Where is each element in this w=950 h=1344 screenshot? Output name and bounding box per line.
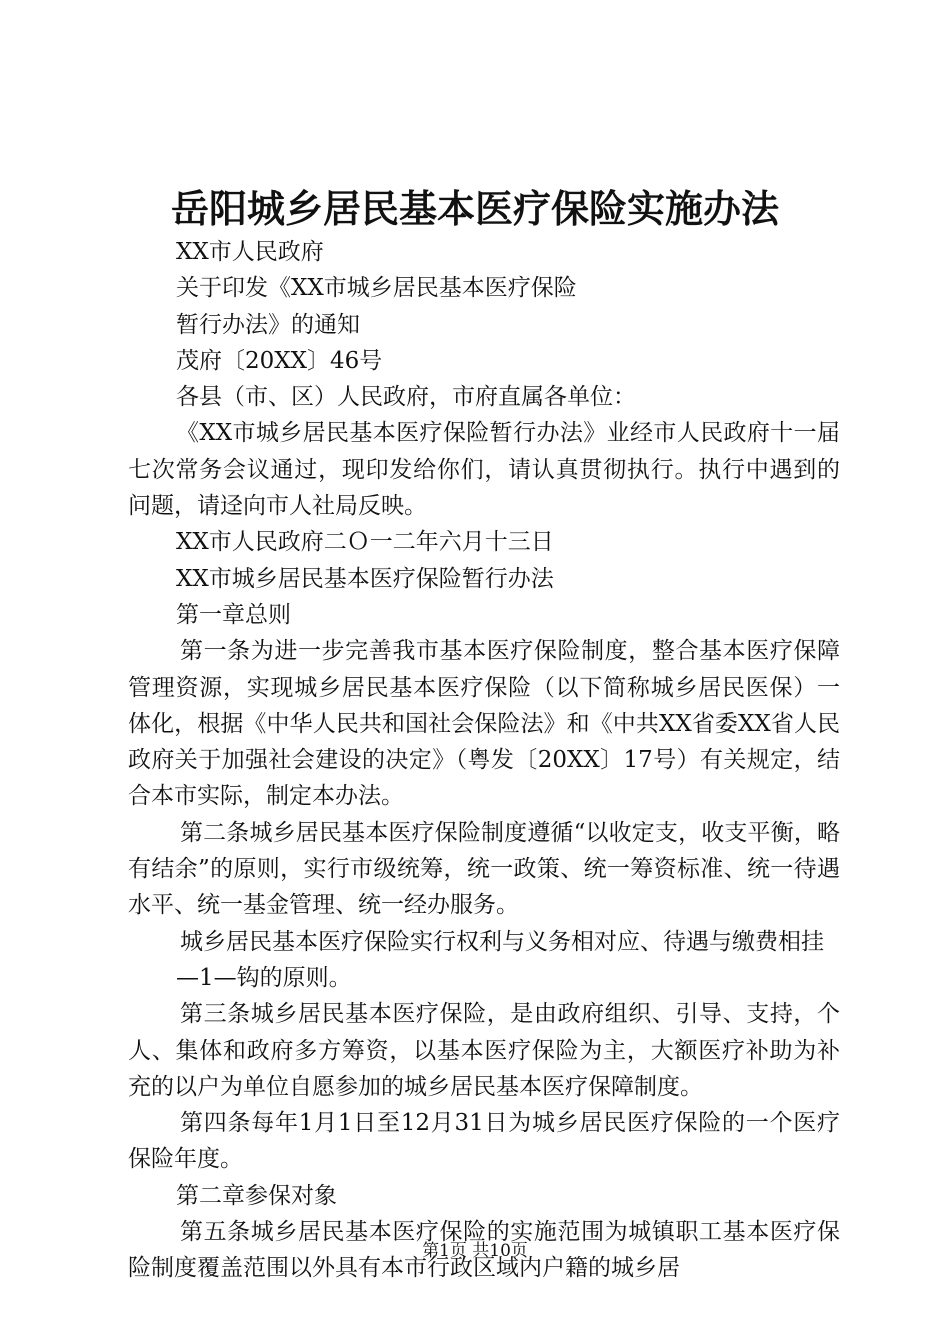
addressee-line: 各县（市、区）人民政府，市府直属各单位： [176, 384, 636, 411]
chapter-1-heading: 第一章总则 [176, 601, 291, 628]
article-2-continued: 城乡居民基本医疗保险实行权利与义务相对应、待遇与缴费相挂 [180, 928, 824, 955]
page-number-footer: 第1页 共10页 [422, 1241, 528, 1261]
notice-title-line-1: 关于印发《XX市城乡居民基本医疗保险 [176, 275, 577, 302]
article-3: 第三条城乡居民基本医疗保险，是由政府组织、引导、支持，个人、集体和政府多方筹资，以基本医疗保险为主，大额医疗补助为补充的以户为单位自愿参加的城乡居民基本医疗保障制度。 [128, 1001, 840, 1100]
article-2: 第二条城乡居民基本医疗保险制度遵循“以收定支，收支平衡，略有结余”的原则，实行市级统筹，统一政策、统一筹资标准、统一待遇水平、统一基金管理、统一经办服务。 [128, 819, 840, 919]
chapter-2-heading: 第二章参保对象 [176, 1182, 337, 1209]
article-4: 第四条每年1月1日至12月31日为城乡居民医疗保险的一个医疗保险年度。 [128, 1110, 840, 1173]
signature-date-line: XX市人民政府二Ｏ一二年六月十三日 [176, 529, 554, 556]
article-1: 第一条为进一步完善我市基本医疗保险制度，整合基本医疗保障管理资源，实现城乡居民基本医疗保险（以下简称城乡居民医保）一体化，根据《中华人民共和国社会保险法》和《中共XX省委XX省人民政府关于加强社会建设的决定》（粤发〔20XX〕17号）有关规定，结合本市实际，制定本办法。 [128, 638, 840, 810]
measures-title: XX市城乡居民基本医疗保险暂行办法 [176, 565, 554, 592]
notice-title-line-2: 暂行办法》的通知 [176, 311, 360, 338]
document-number: 茂府〔20XX〕46号 [176, 347, 383, 374]
document-body [128, 234, 840, 1287]
notice-paragraph: 《XX市城乡居民基本医疗保险暂行办法》业经市人民政府十一届七次常务会议通过，现印发给你们，请认真贯彻执行。执行中遇到的问题，请迳向市人社局反映。 [128, 420, 840, 520]
article-5: 第五条城乡居民基本医疗保险的实施范围为城镇职工基本医疗保险制度覆盖范围以外具有本市行政区域内户籍的城乡居 [128, 1219, 840, 1282]
document-title: 岳阳城乡居民基本医疗保险实施办法 [170, 187, 779, 231]
issuer-line: XX市人民政府 [176, 239, 324, 265]
page-break-line: —1—钩的原则。 [176, 964, 352, 991]
